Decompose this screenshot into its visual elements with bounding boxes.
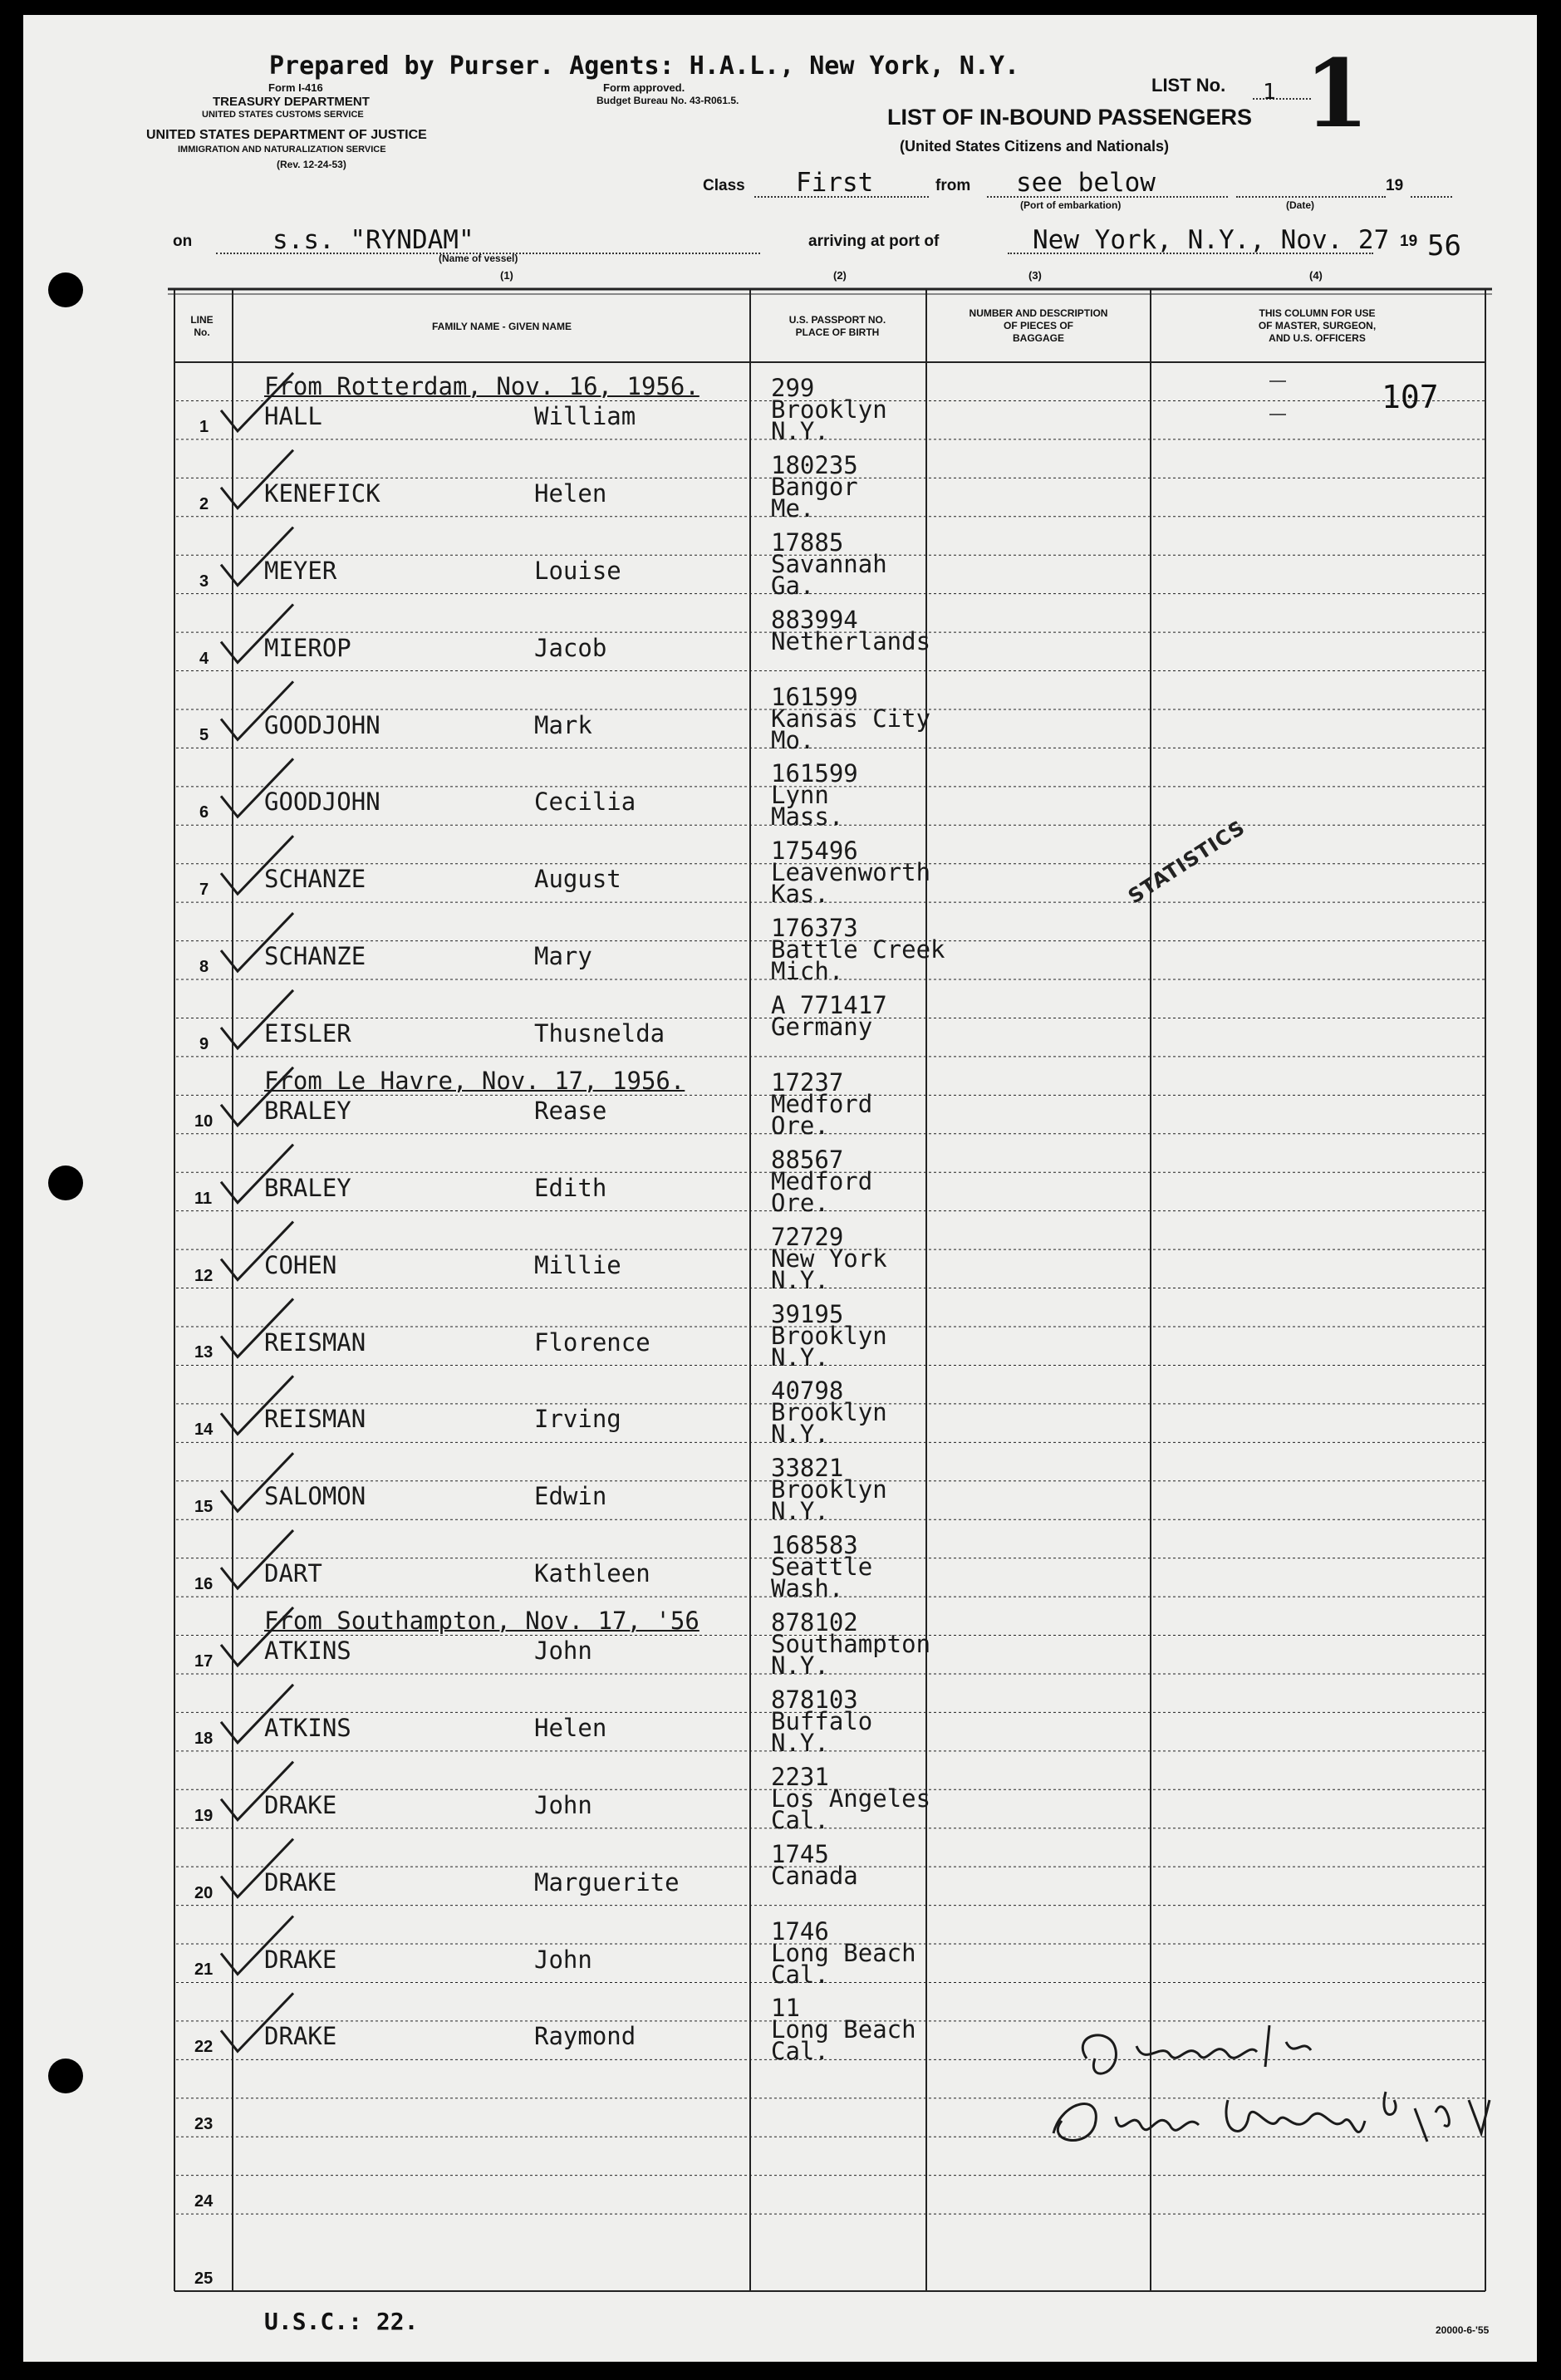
passport-number: 161599 bbox=[771, 682, 858, 711]
justice-dept: UNITED STATES DEPARTMENT OF JUSTICE bbox=[146, 128, 427, 142]
family-name: ATKINS bbox=[264, 1713, 351, 1742]
passport-number: 1745 bbox=[771, 1839, 829, 1868]
line-number: 13 bbox=[194, 1343, 214, 1362]
line-number: 9 bbox=[199, 1034, 209, 1053]
place-of-birth-state: Cal. bbox=[771, 1805, 829, 1834]
inspector-signature bbox=[1037, 2009, 1535, 2175]
passport-number: 180235 bbox=[771, 450, 858, 479]
place-of-birth: Brooklyn bbox=[771, 1398, 887, 1427]
vessel-caption: (Name of vessel) bbox=[439, 253, 518, 264]
place-of-birth-state: N.Y. bbox=[771, 1342, 829, 1372]
col-number-1: (1) bbox=[500, 269, 513, 282]
officer-mark bbox=[1269, 414, 1286, 415]
family-name: GOODJOHN bbox=[264, 710, 380, 739]
officer-note: 107 bbox=[1382, 379, 1439, 415]
place-of-birth: Long Beach bbox=[771, 2015, 916, 2044]
place-of-birth: Bangor bbox=[771, 472, 858, 501]
passport-number: 175496 bbox=[771, 837, 858, 866]
family-name: BRALEY bbox=[264, 1173, 351, 1202]
place-of-birth: Germany bbox=[771, 1013, 873, 1042]
arrival-year-prefix: 19 bbox=[1400, 233, 1418, 250]
family-name: HALL bbox=[264, 402, 322, 430]
passport-number: A 771417 bbox=[771, 991, 887, 1020]
given-name: Edith bbox=[534, 1173, 607, 1202]
place-of-birth: Los Angeles bbox=[771, 1784, 931, 1813]
usc-code: U.S.C.: 22. bbox=[264, 2308, 419, 2335]
line-number: 4 bbox=[199, 649, 209, 668]
header-line-no: LINE No. bbox=[190, 314, 214, 338]
line-number: 17 bbox=[194, 1651, 214, 1671]
place-of-birth-state: N.Y. bbox=[771, 1497, 829, 1526]
officer-mark bbox=[1269, 380, 1286, 382]
list-no-stamp: 1 bbox=[1304, 40, 1369, 149]
given-name: Jacob bbox=[534, 633, 607, 662]
given-name: Edwin bbox=[534, 1482, 607, 1511]
line-number: 1 bbox=[199, 417, 209, 436]
place-of-birth: Southampton bbox=[771, 1630, 931, 1659]
given-name: Irving bbox=[534, 1405, 621, 1434]
place-of-birth: Leavenworth bbox=[771, 858, 931, 887]
place-of-birth: Brooklyn bbox=[771, 395, 887, 424]
line-number: 20 bbox=[194, 1883, 214, 1902]
header-name: FAMILY NAME - GIVEN NAME bbox=[431, 321, 572, 332]
line-number: 10 bbox=[194, 1111, 214, 1131]
place-of-birth: Seattle bbox=[771, 1553, 873, 1582]
line-number: 5 bbox=[199, 726, 209, 745]
passport-number: 878102 bbox=[771, 1608, 858, 1637]
passport-number: 33821 bbox=[771, 1454, 844, 1483]
family-name: DRAKE bbox=[264, 1945, 337, 1974]
line-number: 18 bbox=[194, 1729, 214, 1748]
section-heading: From Rotterdam, Nov. 16, 1956. bbox=[264, 372, 700, 400]
col-number-3: (3) bbox=[1028, 269, 1042, 282]
given-name: August bbox=[534, 865, 621, 894]
place-of-birth-state: Mo. bbox=[771, 725, 815, 754]
given-name: Mark bbox=[534, 710, 592, 739]
place-of-birth-state: N.Y. bbox=[771, 417, 829, 445]
passport-number: 39195 bbox=[771, 1299, 844, 1328]
passport-number: 88567 bbox=[771, 1145, 844, 1174]
passport-number: 11 bbox=[771, 1994, 800, 2023]
given-name: Raymond bbox=[534, 2022, 636, 2051]
class-value: First bbox=[796, 168, 874, 198]
line-number: 23 bbox=[194, 2115, 214, 2134]
family-name: SCHANZE bbox=[264, 942, 366, 971]
treasury-dept: TREASURY DEPARTMENT bbox=[213, 95, 370, 109]
col-number-4: (4) bbox=[1309, 269, 1323, 282]
family-name: BRALEY bbox=[264, 1096, 351, 1125]
place-of-birth: Medford bbox=[771, 1166, 873, 1195]
family-name: REISMAN bbox=[264, 1405, 366, 1434]
from-label: from bbox=[935, 177, 971, 194]
prepared-by-line: Prepared by Purser. Agents: H.A.L., New York, N.Y. bbox=[269, 52, 1020, 81]
place-of-birth-state: Cal. bbox=[771, 1960, 829, 1989]
passport-number: 17885 bbox=[771, 528, 844, 557]
place-of-birth-state: N.Y. bbox=[771, 1728, 829, 1757]
line-number: 15 bbox=[194, 1498, 214, 1517]
given-name: Mary bbox=[534, 942, 592, 971]
given-name: William bbox=[534, 402, 636, 430]
family-name: DRAKE bbox=[264, 1790, 337, 1819]
place-of-birth: Brooklyn bbox=[771, 1321, 887, 1350]
passport-number: 2231 bbox=[771, 1762, 829, 1791]
line-number: 25 bbox=[194, 2270, 214, 2288]
place-of-birth-state: Ore. bbox=[771, 1111, 829, 1140]
family-name: GOODJOHN bbox=[264, 788, 380, 817]
family-name: MIEROP bbox=[264, 633, 351, 662]
col-number-2: (2) bbox=[833, 269, 847, 282]
line-number: 7 bbox=[199, 881, 209, 900]
header-officers: THIS COLUMN FOR USE OF MASTER, SURGEON, AND U.S. OFFICERS bbox=[1258, 307, 1377, 344]
place-of-birth-state: Kas. bbox=[771, 880, 829, 909]
passport-number: 17237 bbox=[771, 1067, 844, 1097]
place-of-birth-state: Cal. bbox=[771, 2037, 829, 2066]
line-number: 11 bbox=[194, 1189, 213, 1208]
place-of-birth: Kansas City bbox=[771, 704, 931, 733]
passport-number: 161599 bbox=[771, 759, 858, 788]
form-title: LIST OF IN-BOUND PASSENGERS bbox=[887, 105, 1253, 130]
line-number: 22 bbox=[194, 2038, 214, 2057]
passport-number: 40798 bbox=[771, 1376, 844, 1406]
line-number: 19 bbox=[194, 1806, 214, 1825]
place-of-birth-state: Mich. bbox=[771, 957, 844, 986]
place-of-birth-state: Wash. bbox=[771, 1574, 844, 1603]
port-caption: (Port of embarkation) bbox=[1020, 199, 1122, 211]
revision: (Rev. 12-24-53) bbox=[277, 159, 346, 170]
given-name: Helen bbox=[534, 1713, 607, 1742]
place-of-birth: Medford bbox=[771, 1089, 873, 1118]
given-name: Helen bbox=[534, 478, 607, 508]
passport-number: 299 bbox=[771, 374, 815, 402]
family-name: DRAKE bbox=[264, 1867, 337, 1897]
given-name: Cecilia bbox=[534, 788, 636, 817]
list-no-typed: 1 bbox=[1263, 80, 1276, 105]
line-number: 16 bbox=[194, 1575, 214, 1594]
line-number: 3 bbox=[199, 572, 209, 591]
class-label: Class bbox=[703, 177, 745, 194]
place-of-birth-state: Ore. bbox=[771, 1188, 829, 1217]
place-of-birth-state: N.Y. bbox=[771, 1265, 829, 1294]
family-name: ATKINS bbox=[264, 1637, 351, 1666]
customs-service: UNITED STATES CUSTOMS SERVICE bbox=[202, 110, 364, 120]
arriving-label: arriving at port of bbox=[808, 233, 940, 250]
family-name: DART bbox=[264, 1559, 322, 1588]
arrival-year: 56 bbox=[1427, 229, 1461, 263]
passport-number: 72729 bbox=[771, 1222, 844, 1251]
given-name: John bbox=[534, 1790, 592, 1819]
print-code: 20000-6-'55 bbox=[1436, 2324, 1490, 2336]
section-heading: From Southampton, Nov. 17, '56 bbox=[264, 1607, 700, 1636]
place-of-birth: Savannah bbox=[771, 549, 887, 578]
passport-number: 883994 bbox=[771, 605, 858, 634]
place-of-birth: Buffalo bbox=[771, 1706, 873, 1735]
line-number: 2 bbox=[199, 494, 209, 513]
header-baggage: NUMBER AND DESCRIPTION OF PIECES OF BAGGAGE bbox=[969, 307, 1108, 344]
section-heading: From Le Havre, Nov. 17, 1956. bbox=[264, 1066, 685, 1095]
list-no-label: LIST No. bbox=[1151, 75, 1226, 96]
date-caption: (Date) bbox=[1286, 199, 1315, 211]
place-of-birth-state: Mass. bbox=[771, 802, 844, 832]
family-name: SALOMON bbox=[264, 1482, 366, 1511]
form-approved: Form approved. bbox=[603, 81, 685, 94]
passport-number: 168583 bbox=[771, 1531, 858, 1560]
place-of-birth: Battle Creek bbox=[771, 935, 945, 964]
family-name: REISMAN bbox=[264, 1327, 366, 1357]
passport-number: 878103 bbox=[771, 1685, 858, 1714]
vessel-name: s.s. "RYNDAM" bbox=[272, 225, 474, 255]
family-name: MEYER bbox=[264, 556, 337, 585]
place-of-birth: Long Beach bbox=[771, 1938, 916, 1967]
place-of-birth-state: N.Y. bbox=[771, 1420, 829, 1449]
line-number: 24 bbox=[194, 2192, 214, 2211]
form-number: Form I-416 bbox=[268, 81, 323, 94]
family-name: DRAKE bbox=[264, 2022, 337, 2051]
place-of-birth: Lynn bbox=[771, 781, 829, 810]
line-number: 12 bbox=[194, 1266, 214, 1285]
budget-bureau: Budget Bureau No. 43-R061.5. bbox=[596, 95, 739, 106]
given-name: Millie bbox=[534, 1250, 621, 1279]
on-label: on bbox=[173, 233, 193, 250]
given-name: John bbox=[534, 1637, 592, 1666]
place-of-birth: Netherlands bbox=[771, 626, 931, 655]
place-of-birth-state: N.Y. bbox=[771, 1651, 829, 1681]
place-of-birth-state: Ga. bbox=[771, 571, 815, 600]
given-name: John bbox=[534, 1945, 592, 1974]
given-name: Florence bbox=[534, 1327, 650, 1357]
given-name: Marguerite bbox=[534, 1867, 680, 1897]
arrival-port: New York, N.Y., Nov. 27 bbox=[1033, 225, 1390, 255]
place-of-birth: New York bbox=[771, 1244, 887, 1273]
passenger-list-page bbox=[23, 15, 1537, 2362]
from-value: see below bbox=[1016, 168, 1156, 198]
line-number: 8 bbox=[199, 958, 209, 977]
given-name: Louise bbox=[534, 556, 621, 585]
place-of-birth: Canada bbox=[771, 1861, 858, 1890]
family-name: COHEN bbox=[264, 1250, 337, 1279]
place-of-birth-state: Me. bbox=[771, 493, 815, 523]
line-number: 14 bbox=[194, 1421, 214, 1440]
statistics-stamp: STATISTICS bbox=[1124, 815, 1249, 909]
form-subtitle: (United States Citizens and Nationals) bbox=[900, 138, 1170, 155]
year-prefix: 19 bbox=[1386, 177, 1404, 194]
place-of-birth: Brooklyn bbox=[771, 1475, 887, 1504]
given-name: Rease bbox=[534, 1096, 607, 1125]
header-passport: U.S. PASSPORT NO. PLACE OF BIRTH bbox=[788, 314, 886, 338]
line-number: 21 bbox=[194, 1960, 214, 1980]
family-name: SCHANZE bbox=[264, 865, 366, 894]
given-name: Kathleen bbox=[534, 1559, 650, 1588]
ins-service: IMMIGRATION AND NATURALIZATION SERVICE bbox=[178, 145, 386, 155]
passport-number: 176373 bbox=[771, 914, 858, 943]
passport-number: 1746 bbox=[771, 1916, 829, 1946]
given-name: Thusnelda bbox=[534, 1019, 665, 1048]
family-name: EISLER bbox=[264, 1019, 351, 1048]
family-name: KENEFICK bbox=[264, 478, 380, 508]
line-number: 6 bbox=[199, 803, 209, 822]
